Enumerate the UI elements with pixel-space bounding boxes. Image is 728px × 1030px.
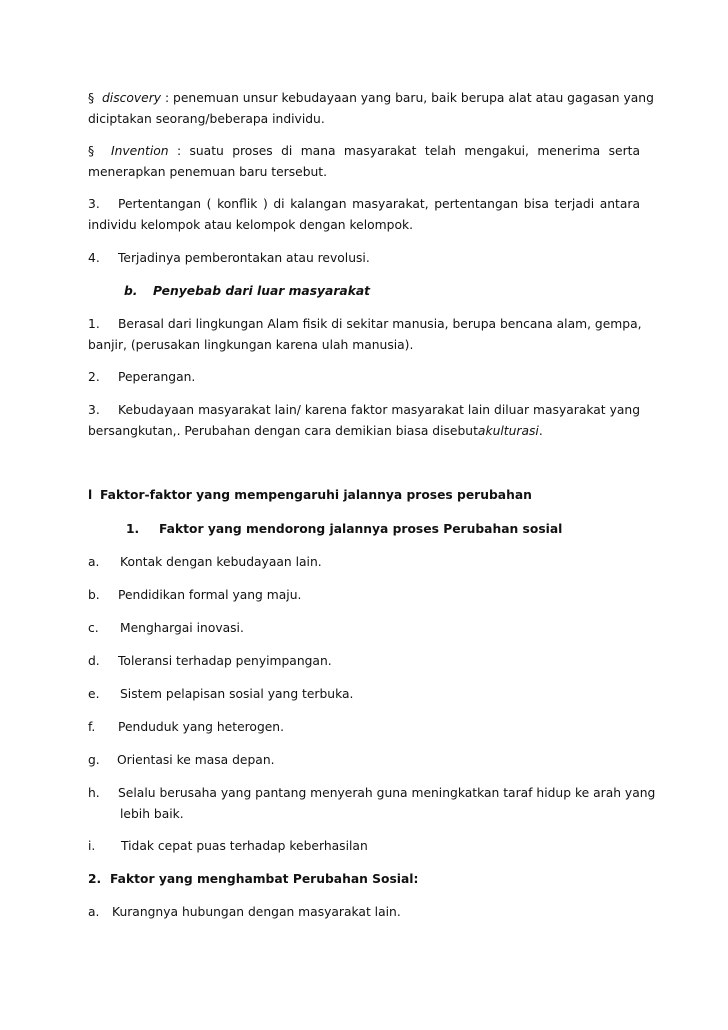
paragraph-item-3 [88, 194, 640, 236]
item-number: 2. [88, 370, 100, 384]
term-discovery: discovery [101, 91, 162, 105]
list-text: Sistem pelapisan sosial yang terbuka. [120, 687, 354, 701]
list-item [88, 717, 640, 738]
external-3-line-1: 3. Kebudayaan masyarakat lain/ karena faktor masyarakat lain diluar masyarakat yang [88, 400, 640, 421]
term-akulturasi: akulturasi [477, 424, 539, 438]
item-3-line-1: 3. Pertentangan ( konflik ) di kalangan masyarakat, pertentangan bisa terjadi antara [88, 194, 640, 215]
list-item-h-line-2: lebih baik. [120, 807, 184, 821]
section-heading [88, 485, 640, 506]
list-item-i [88, 836, 640, 857]
list-text: Toleransi terhadap penyimpangan. [118, 654, 332, 668]
list-item [88, 585, 640, 606]
list-item [88, 618, 640, 639]
subheading-text: Faktor yang menghambat Perubahan Sosial: [110, 872, 419, 886]
list-text: Menghargai inovasi. [120, 621, 244, 635]
list-letter: i. [88, 839, 96, 853]
list-text: Pendidikan formal yang maju. [118, 588, 302, 602]
paragraph-discovery [88, 88, 654, 130]
list-letter: a. [88, 555, 100, 569]
list-letter: h. [88, 786, 100, 800]
paragraph-external-3 [88, 400, 640, 442]
item-number: 3. [88, 197, 100, 211]
heading-external-causes [88, 281, 640, 302]
list-item [88, 651, 640, 672]
list-letter: b. [88, 588, 100, 602]
item-3-line-2: individu kelompok atau kelompok dengan kelompok. [88, 218, 414, 232]
list-item [88, 750, 640, 771]
invention-line-1: § Invention : suatu proses di mana masyarakat telah mengakui, menerima serta [88, 144, 640, 158]
paragraph-item-4 [88, 248, 640, 269]
list-letter: f. [88, 720, 96, 734]
list-letter: a. [88, 905, 100, 919]
list-text: Penduduk yang heterogen. [118, 720, 285, 734]
item-4-text: Terjadinya pemberontakan atau revolusi. [118, 251, 370, 265]
list-item [88, 552, 640, 573]
list-letter: g. [88, 753, 100, 767]
list-item-h-line-1: h. Selalu berusaha yang pantang menyerah guna meningkatkan taraf hidup ke arah yang [88, 783, 640, 804]
external-1-line-2: banjir, (perusakan lingkungan karena ulah manusia). [88, 338, 414, 352]
list-text: Kurangnya hubungan dengan masyarakat lain. [112, 905, 401, 919]
list-text: Kontak dengan kebudayaan lain. [120, 555, 322, 569]
subheading-number: 2. [88, 872, 102, 886]
paragraph-external-1 [88, 314, 640, 356]
heading-letter: b. [124, 284, 138, 298]
paragraph-invention [88, 141, 640, 183]
discovery-line-2: diciptakan seorang/beberapa individu. [88, 112, 325, 126]
list-letter: e. [88, 687, 100, 701]
invention-line-2: menerapkan penemuan baru tersebut. [88, 165, 328, 179]
section-heading-marker: l [88, 488, 93, 502]
item-number: 1. [88, 317, 100, 331]
subheading-driving-factors [88, 519, 640, 540]
list-text: Orientasi ke masa depan. [117, 753, 275, 767]
external-3-line-2: bersangkutan,. Perubahan dengan cara demikian biasa disebutakulturasi. [88, 424, 543, 438]
subheading-inhibiting-factors [88, 869, 640, 890]
list-letter: c. [88, 621, 99, 635]
item-number: 3. [88, 403, 100, 417]
external-1-line-1: 1. Berasal dari lingkungan Alam fisik di sekitar manusia, berupa bencana alam, gempa, [88, 314, 640, 335]
item-number: 4. [88, 251, 100, 265]
heading-text: Penyebab dari luar masyarakat [153, 284, 371, 298]
subheading-text: Faktor yang mendorong jalannya proses Perubahan sosial [159, 522, 563, 536]
term-invention: Invention [110, 144, 169, 158]
discovery-line-1: § discovery : penemuan unsur kebudayaan yang baru, baik berupa alat atau gagasan yang [88, 91, 654, 105]
section-marker: § [88, 144, 95, 158]
subheading-number: 1. [126, 522, 140, 536]
paragraph-external-2 [88, 367, 640, 388]
section-heading-text: Faktor-faktor yang mempengaruhi jalannya proses perubahan [100, 488, 532, 502]
list-item [88, 684, 640, 705]
list-item [88, 902, 640, 923]
section-marker: § [88, 91, 95, 105]
list-letter: d. [88, 654, 100, 668]
list-item-h [88, 783, 656, 825]
external-2-text: Peperangan. [118, 370, 196, 384]
list-text: Tidak cepat puas terhadap keberhasilan [121, 839, 368, 853]
